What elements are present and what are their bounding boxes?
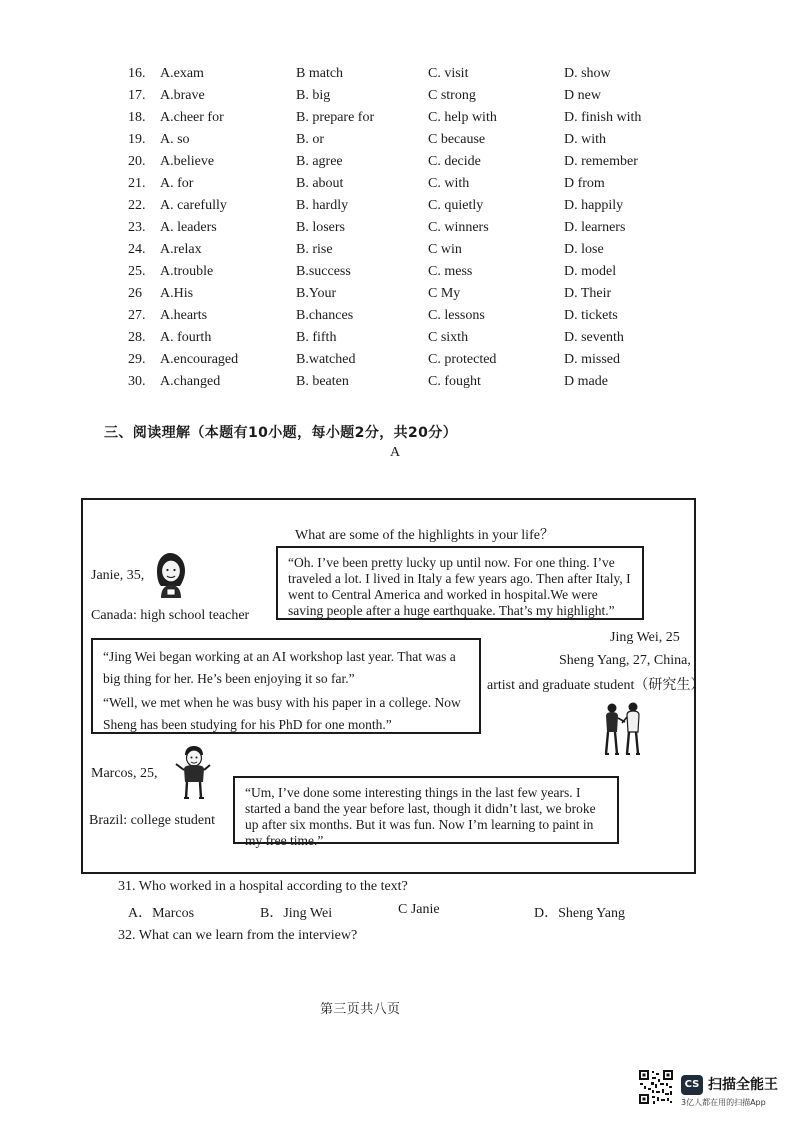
option-c: C because <box>428 132 486 147</box>
question-number: 25. <box>128 264 146 279</box>
option-b: B.watched <box>296 352 356 367</box>
option-d: D. Their <box>564 286 612 301</box>
option-a: A.changed <box>160 374 221 389</box>
option-a: A. leaders <box>160 220 217 235</box>
option-a: A.believe <box>160 154 215 169</box>
sheng-yang-info: artist and graduate student（研究生） <box>487 678 705 693</box>
option-c: C. protected <box>428 352 497 367</box>
option-c: C. lessons <box>428 308 485 323</box>
marcos-info: Brazil: college student <box>89 813 215 828</box>
option-b: B. hardly <box>296 198 349 213</box>
option-a: A.brave <box>160 88 205 103</box>
question-31-option-d: D．Sheng Yang <box>534 906 626 921</box>
option-c: C strong <box>428 88 476 103</box>
option-b: B. fifth <box>296 330 337 345</box>
option-d: D. lose <box>564 242 604 257</box>
question-number: 22. <box>128 198 146 213</box>
option-b: B. rise <box>296 242 333 257</box>
option-d: D. finish with <box>564 110 642 125</box>
marcos-quote: “Um, I’ve done some interesting things in the last few years. I started a band the year before last, though it didn’t last, we broke up after six months. But it was fun. Now I’m learning to paint in my free time.” <box>245 785 596 848</box>
cloze-question-row <box>128 328 648 350</box>
option-b: B. beaten <box>296 374 349 389</box>
jing-sheng-quote-2: “Well, we met when he was busy with his paper in a college. Now Sheng has been studying for his PhD for one month.” <box>103 695 461 732</box>
janie-speech-bubble <box>276 546 644 620</box>
cloze-question-row <box>128 240 648 262</box>
cloze-question-row <box>128 130 648 152</box>
option-d: D. missed <box>564 352 620 367</box>
option-c: C sixth <box>428 330 469 345</box>
question-number: 17. <box>128 88 146 103</box>
question-32-stem: 32. What can we learn from the interview? <box>118 928 358 943</box>
option-a: A. fourth <box>160 330 212 345</box>
cloze-options-table <box>128 64 648 394</box>
option-a: A.cheer for <box>160 110 224 125</box>
cloze-question-row <box>128 306 648 328</box>
option-d: D from <box>564 176 605 191</box>
question-number: 20. <box>128 154 146 169</box>
option-c: C. with <box>428 176 470 191</box>
option-b: B. losers <box>296 220 345 235</box>
reading-passage-box <box>81 498 705 874</box>
option-c: C. quietly <box>428 198 484 213</box>
option-b: B. prepare for <box>296 110 375 125</box>
janie-avatar-icon <box>147 549 191 599</box>
option-b: B.chances <box>296 308 354 323</box>
cloze-question-row <box>128 262 648 284</box>
cloze-question-row <box>128 218 648 240</box>
cloze-question-row <box>128 64 648 86</box>
passage-label: A <box>390 445 401 460</box>
option-b: B. or <box>296 132 324 147</box>
jing-sheng-figures-icon <box>600 698 646 760</box>
option-b: B.success <box>296 264 351 279</box>
question-number: 21. <box>128 176 146 191</box>
question-number: 27. <box>128 308 146 323</box>
question-number: 30. <box>128 374 146 389</box>
question-31-option-a: A．Marcos <box>128 906 195 921</box>
option-c: C My <box>428 286 461 301</box>
option-d: D new <box>564 88 601 103</box>
option-b: B match <box>296 66 344 81</box>
option-d: D. seventh <box>564 330 624 345</box>
question-number: 29. <box>128 352 146 367</box>
cloze-question-row <box>128 196 648 218</box>
option-a: A.relax <box>160 242 202 257</box>
marcos-speech-bubble <box>233 776 619 848</box>
option-d: D. happily <box>564 198 624 213</box>
janie-quote: “Oh. I’ve been pretty lucky up until now. For one thing. I’ve traveled a lot. I lived in Italy a few years ago. Then after Italy, I went to Central America and worked in hospital.We were saving people after a huge earthquake. That’s my highlight.” <box>288 555 631 618</box>
jing-sheng-quote-1: “Jing Wei began working at an AI workshop last year. That was a big thing for her. He’s been enjoying it so far.” <box>103 649 456 686</box>
camscanner-logo-icon: CS <box>681 1075 703 1095</box>
question-number: 23. <box>128 220 146 235</box>
scanner-app-tagline: 3亿人都在用的扫描App <box>681 1098 766 1107</box>
option-c: C. decide <box>428 154 481 169</box>
cloze-question-row <box>128 152 648 174</box>
cloze-question-row <box>128 350 648 372</box>
option-a: A.His <box>160 286 194 301</box>
page-footer: 第三页共八页 <box>320 1002 401 1017</box>
option-b: B. agree <box>296 154 343 169</box>
option-d: D. tickets <box>564 308 618 323</box>
option-b: B. big <box>296 88 331 103</box>
cloze-question-row <box>128 372 648 394</box>
option-d: D. learners <box>564 220 626 235</box>
question-31-option-c: C Janie <box>398 902 440 917</box>
cloze-question-row <box>128 284 648 306</box>
sheng-yang-label: Sheng Yang, 27, China, <box>559 653 691 668</box>
option-c: C. fought <box>428 374 481 389</box>
question-number: 28. <box>128 330 146 345</box>
option-a: A.hearts <box>160 308 208 323</box>
option-d: D. show <box>564 66 611 81</box>
question-number: 18. <box>128 110 146 125</box>
qr-code-icon <box>638 1069 674 1105</box>
marcos-avatar-icon <box>173 744 213 802</box>
marcos-name-age: Marcos, 25, <box>91 766 158 781</box>
option-c: C. winners <box>428 220 489 235</box>
option-b: B.Your <box>296 286 337 301</box>
question-31-stem: 31. Who worked in a hospital according to the text? <box>118 879 408 894</box>
option-a: A.encouraged <box>160 352 239 367</box>
question-number: 26 <box>128 286 142 301</box>
cloze-question-row <box>128 108 648 130</box>
option-c: C. visit <box>428 66 469 81</box>
option-a: A. so <box>160 132 190 147</box>
question-number: 19. <box>128 132 146 147</box>
cloze-question-row <box>128 174 648 196</box>
option-d: D made <box>564 374 608 389</box>
janie-name-age: Janie, 35, <box>91 568 145 583</box>
option-b: B. about <box>296 176 344 191</box>
option-a: A. for <box>160 176 194 191</box>
jing-wei-label: Jing Wei, 25 <box>610 630 680 645</box>
option-d: D. with <box>564 132 606 147</box>
option-a: A.exam <box>160 66 204 81</box>
option-c: C win <box>428 242 462 257</box>
question-31-options <box>128 902 688 920</box>
option-c: C. mess <box>428 264 473 279</box>
option-c: C. help with <box>428 110 497 125</box>
section-title: 三、阅读理解（本题有10小题，每小题2分，共20分） <box>104 425 458 441</box>
scanner-app-name: 扫描全能王 <box>708 1077 778 1093</box>
option-a: A.trouble <box>160 264 214 279</box>
option-d: D. remember <box>564 154 638 169</box>
question-31-option-b: B．Jing Wei <box>260 906 333 921</box>
question-number: 24. <box>128 242 146 257</box>
question-number: 16. <box>128 66 146 81</box>
option-a: A. carefully <box>160 198 227 213</box>
option-d: D. model <box>564 264 617 279</box>
janie-info: Canada: high school teacher <box>91 608 250 623</box>
jing-sheng-speech-bubble <box>91 638 481 734</box>
cloze-question-row <box>128 86 648 108</box>
passage-question-title: What are some of the highlights in your life？ <box>295 528 554 543</box>
